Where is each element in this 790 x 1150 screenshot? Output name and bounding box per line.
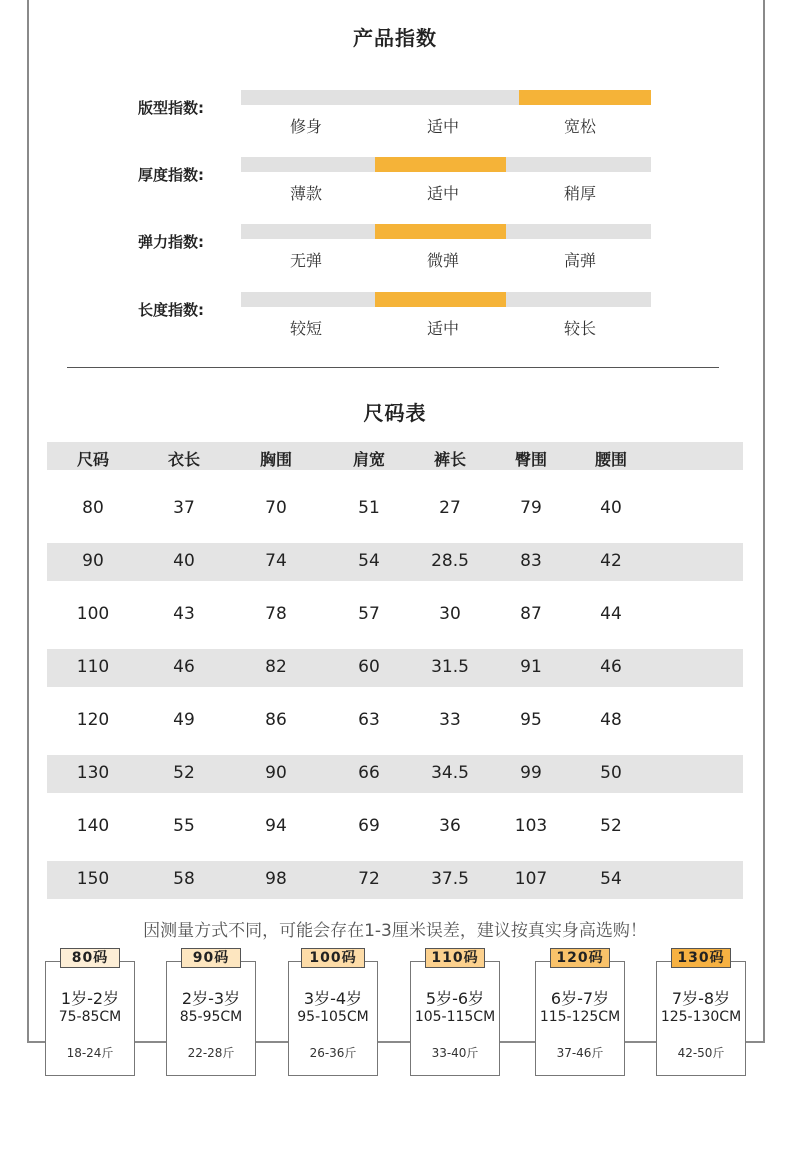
table-cell: 79 xyxy=(520,498,542,518)
index-selected-segment xyxy=(375,292,506,307)
index-selected-segment xyxy=(519,90,651,105)
table-cell: 37.5 xyxy=(431,869,469,889)
table-cell: 49 xyxy=(173,710,195,730)
table-cell: 30 xyxy=(439,604,461,624)
index-track xyxy=(241,157,651,172)
index-track xyxy=(241,292,651,307)
column-header: 衣长 xyxy=(167,450,200,469)
frame-bottom-border xyxy=(27,1041,765,1043)
card-age: 6岁-7岁 xyxy=(550,989,610,1008)
size-badge: 80码 xyxy=(60,948,120,968)
measurement-note: 因测量方式不同，可能会存在1-3厘米误差，建议按真实身高选购！ xyxy=(143,921,647,941)
frame-left-border xyxy=(27,0,29,1043)
size-chart-title: 尺码表 xyxy=(363,401,427,425)
card-weight: 37-46斤 xyxy=(556,1046,604,1060)
table-cell: 37 xyxy=(173,498,195,518)
table-cell: 100 xyxy=(76,604,110,624)
table-cell: 54 xyxy=(600,869,622,889)
card-height: 75-85CM xyxy=(58,1009,122,1025)
index-option: 适中 xyxy=(426,319,459,338)
table-cell: 27 xyxy=(439,498,461,518)
table-cell: 74 xyxy=(265,551,287,571)
table-cell: 83 xyxy=(520,551,542,571)
index-label: 厚度指数: xyxy=(138,166,204,184)
column-header: 腰围 xyxy=(594,450,627,469)
table-cell: 31.5 xyxy=(431,657,469,677)
table-cell: 69 xyxy=(358,816,380,836)
column-header: 胸围 xyxy=(259,450,292,469)
table-cell: 40 xyxy=(173,551,195,571)
table-cell: 28.5 xyxy=(431,551,469,571)
index-track xyxy=(241,90,651,105)
table-cell: 107 xyxy=(514,869,548,889)
table-cell: 72 xyxy=(358,869,380,889)
table-cell: 52 xyxy=(600,816,622,836)
size-badge: 130码 xyxy=(671,948,731,968)
table-cell: 98 xyxy=(265,869,287,889)
product-index-title: 产品指数 xyxy=(353,26,437,50)
card-height: 95-105CM xyxy=(297,1009,369,1025)
size-card xyxy=(45,961,135,1076)
table-cell: 78 xyxy=(265,604,287,624)
card-age: 7岁-8岁 xyxy=(671,989,731,1008)
table-cell: 87 xyxy=(520,604,542,624)
index-option: 适中 xyxy=(426,184,459,203)
table-cell: 46 xyxy=(173,657,195,677)
size-card xyxy=(535,961,625,1076)
table-cell: 52 xyxy=(173,763,195,783)
table-cell: 140 xyxy=(76,816,110,836)
column-header: 臀围 xyxy=(514,450,547,469)
index-option: 高弹 xyxy=(563,251,596,270)
table-cell: 86 xyxy=(265,710,287,730)
table-cell: 36 xyxy=(439,816,461,836)
card-height: 105-115CM xyxy=(414,1009,496,1025)
table-cell: 48 xyxy=(600,710,622,730)
card-height: 125-130CM xyxy=(660,1009,742,1025)
frame-right-border xyxy=(763,0,765,1043)
index-option: 较短 xyxy=(289,319,322,338)
table-cell: 94 xyxy=(265,816,287,836)
table-cell: 57 xyxy=(358,604,380,624)
table-cell: 58 xyxy=(173,869,195,889)
section-divider xyxy=(67,367,719,368)
table-cell: 50 xyxy=(600,763,622,783)
table-cell: 43 xyxy=(173,604,195,624)
table-cell: 33 xyxy=(439,710,461,730)
index-option: 无弹 xyxy=(289,251,322,270)
size-card xyxy=(288,961,378,1076)
card-age: 2岁-3岁 xyxy=(181,989,241,1008)
index-option: 微弹 xyxy=(426,251,459,270)
table-cell: 90 xyxy=(82,551,104,571)
index-selected-segment xyxy=(375,157,506,172)
column-header: 裤长 xyxy=(433,450,466,469)
size-badge: 90码 xyxy=(181,948,241,968)
size-badge: 110码 xyxy=(425,948,485,968)
table-cell: 110 xyxy=(76,657,110,677)
card-age: 3岁-4岁 xyxy=(303,989,363,1008)
card-height: 85-95CM xyxy=(179,1009,243,1025)
card-weight: 22-28斤 xyxy=(187,1046,235,1060)
table-cell: 54 xyxy=(358,551,380,571)
size-card xyxy=(410,961,500,1076)
card-weight: 26-36斤 xyxy=(309,1046,357,1060)
card-weight: 18-24斤 xyxy=(66,1046,114,1060)
column-header: 肩宽 xyxy=(352,450,385,469)
index-label: 版型指数: xyxy=(138,99,204,117)
index-track xyxy=(241,224,651,239)
table-cell: 150 xyxy=(76,869,110,889)
table-cell: 90 xyxy=(265,763,287,783)
card-weight: 42-50斤 xyxy=(677,1046,725,1060)
table-cell: 66 xyxy=(358,763,380,783)
table-cell: 40 xyxy=(600,498,622,518)
table-cell: 91 xyxy=(520,657,542,677)
table-cell: 120 xyxy=(76,710,110,730)
table-cell: 99 xyxy=(520,763,542,783)
table-cell: 42 xyxy=(600,551,622,571)
index-selected-segment xyxy=(375,224,506,239)
table-cell: 46 xyxy=(600,657,622,677)
table-cell: 70 xyxy=(265,498,287,518)
index-option: 宽松 xyxy=(563,117,596,136)
card-age: 5岁-6岁 xyxy=(425,989,485,1008)
table-cell: 51 xyxy=(358,498,380,518)
index-option: 修身 xyxy=(289,117,322,136)
table-cell: 95 xyxy=(520,710,542,730)
card-weight: 33-40斤 xyxy=(431,1046,479,1060)
index-label: 弹力指数: xyxy=(138,233,204,251)
index-label: 长度指数: xyxy=(138,301,204,319)
size-card xyxy=(656,961,746,1076)
index-option: 较长 xyxy=(563,319,596,338)
table-cell: 44 xyxy=(600,604,622,624)
table-cell: 103 xyxy=(514,816,548,836)
table-cell: 34.5 xyxy=(431,763,469,783)
size-card xyxy=(166,961,256,1076)
index-option: 稍厚 xyxy=(563,184,596,203)
size-badge: 120码 xyxy=(550,948,610,968)
size-badge: 100码 xyxy=(301,948,365,968)
table-cell: 55 xyxy=(173,816,195,836)
table-cell: 130 xyxy=(76,763,110,783)
index-option: 薄款 xyxy=(289,184,322,203)
table-cell: 60 xyxy=(358,657,380,677)
card-age: 1岁-2岁 xyxy=(60,989,120,1008)
card-height: 115-125CM xyxy=(539,1009,621,1025)
column-header: 尺码 xyxy=(76,450,109,469)
table-cell: 82 xyxy=(265,657,287,677)
table-cell: 63 xyxy=(358,710,380,730)
index-option: 适中 xyxy=(426,117,459,136)
table-cell: 80 xyxy=(82,498,104,518)
